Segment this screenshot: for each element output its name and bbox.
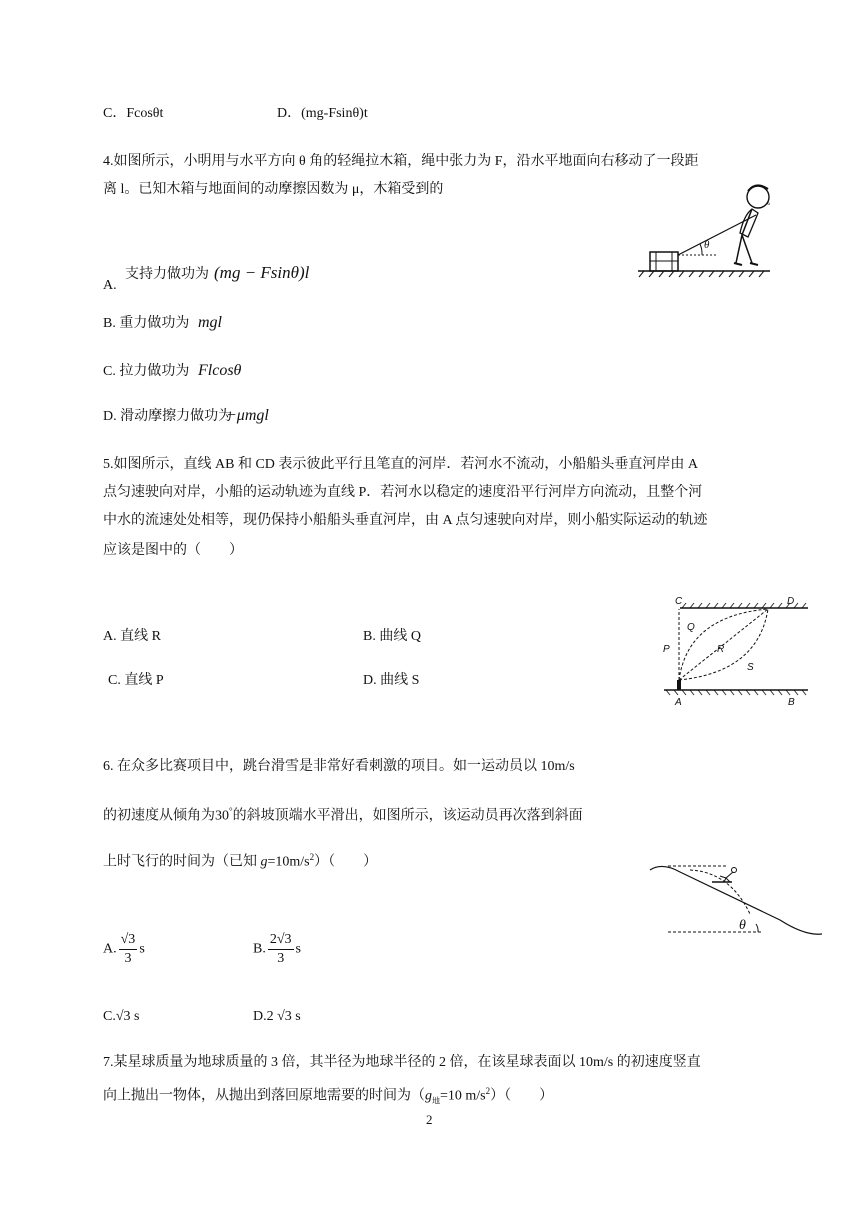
q5-stem-line1: 5.如图所示，直线 AB 和 CD 表示彼此平行且笔直的河岸．若河水不流动，小船船头垂直河岸由 A — [103, 457, 699, 472]
q6-option-b-numerator: 2√3 — [268, 931, 294, 950]
q6-stem-line3-c: ）（ ） — [314, 854, 378, 870]
q7-stem-line2-a: 向上抛出一物体，从抛出到落回原地需要的时间为（ — [103, 1088, 425, 1104]
q6-option-a-unit: s — [139, 941, 145, 957]
q4-option-a-text: 支持力做功为 — [125, 267, 209, 282]
q5-figure-label-s: S — [747, 662, 754, 673]
q6-figure-theta-label: θ — [739, 918, 746, 933]
q5-stem-line2: 点匀速驶向对岸，小船的运动轨迹为直线 P．若河水以稳定的速度沿平行河岸方向流动，且整个河 — [103, 485, 703, 500]
q6-option-a-numerator: √3 — [119, 931, 138, 950]
q7-exponent: 2 — [485, 1086, 491, 1096]
q4-stem-line1: 4.如图所示，小明用与水平方向 θ 角的轻绳拉木箱，绳中张力为 F，沿水平地面向右移动了一段距 — [103, 154, 699, 169]
q5-figure-label-q: Q — [687, 622, 695, 633]
page-number: 2 — [426, 1112, 433, 1127]
q4-option-c-text: C. 拉力做功为 — [103, 364, 190, 379]
q6-stem-line3-a: 上时飞行的时间为（已知 — [103, 854, 261, 870]
q4-figure — [636, 175, 772, 283]
q6-stem-line3 — [103, 847, 377, 873]
q4-figure-theta-label: θ — [704, 239, 710, 251]
q6-option-d: D.2 √3 s — [253, 1009, 301, 1024]
q5-option-b: B. 曲线 Q — [363, 629, 421, 644]
q6-stem-line2-a: 的初速度从倾角为 — [103, 808, 215, 824]
q6-angle-value: 30 — [215, 808, 229, 824]
q5-stem-line3: 中水的流速处处相等，现仍保持小船船头垂直河岸，由 A 点匀速驶向对岸，则小船实际运动的轨迹 — [103, 513, 708, 528]
svg-text:◦: ◦ — [767, 199, 771, 210]
q6-option-a — [103, 931, 145, 968]
q6-stem-line1: 6. 在众多比赛项目中，跳台滑雪是非常好看刺激的项目。如一运动员以 10m/s — [103, 759, 575, 774]
q5-figure-label-p: P — [663, 644, 670, 655]
q6-option-b-label: B. — [253, 941, 266, 957]
q7-g-symbol: g — [425, 1088, 432, 1104]
q4-stem-line2: 离 l。已知木箱与地面间的动摩擦因数为 μ，木箱受到的 — [103, 182, 444, 197]
q4-option-c-math: Flcosθ — [198, 362, 242, 379]
q6-degree-mark: ° — [229, 806, 233, 816]
q4-option-b-math: mgl — [198, 314, 222, 331]
q7-stem-line2-b: =10 m/s — [440, 1088, 486, 1104]
q5-figure-label-r: R — [717, 644, 725, 655]
q6-stem-line2 — [103, 801, 583, 827]
q6-option-a-fraction — [119, 931, 138, 968]
q7-stem-line1: 7.某星球质量为地球质量的 3 倍，其半径为地球半径的 2 倍，在该星球表面以 10m/s 的初速度竖直 — [103, 1055, 701, 1070]
q6-exponent: 2 — [309, 852, 315, 862]
q4-option-a-math: (mg − Fsinθ)l — [214, 263, 310, 282]
q4-option-d-text: D. 滑动摩擦力做功为 — [103, 409, 233, 424]
q6-figure — [640, 858, 826, 948]
q5-option-a: A. 直线 R — [103, 629, 161, 644]
q7-stem-line2-c: ）（ ） — [490, 1088, 554, 1104]
q3-option-d: D．(mg-Fsinθ)t — [277, 106, 368, 121]
q6-option-a-label: A. — [103, 941, 117, 957]
q5-figure-label-d: D — [787, 596, 795, 607]
q3-option-c: C．Fcosθt — [103, 106, 164, 121]
q6-stem-line2-b: 的斜坡顶端水平滑出，如图所示，该运动员再次落到斜面 — [232, 808, 583, 824]
q5-figure-label-c: C — [675, 596, 683, 607]
q7-g-subscript: 地 — [432, 1096, 440, 1106]
q6-option-a-denominator: 3 — [124, 951, 132, 966]
q6-option-b-fraction — [268, 931, 294, 968]
q4-option-b-text: B. 重力做功为 — [103, 316, 190, 331]
q6-g-symbol: g — [260, 854, 268, 870]
q6-option-b-denominator: 3 — [277, 951, 285, 966]
q6-option-c: C.√3 s — [103, 1009, 140, 1024]
q5-figure-label-a: A — [675, 697, 682, 708]
q5-option-c: C. 直线 P — [108, 673, 164, 688]
q7-stem-line2 — [103, 1081, 553, 1111]
q5-option-d: D. 曲线 S — [363, 673, 420, 688]
q6-stem-line3-b: =10m/s — [267, 854, 310, 870]
q6-option-b-unit: s — [295, 941, 301, 957]
q6-option-b — [253, 931, 301, 968]
q4-option-a-label: A. — [103, 278, 117, 293]
q5-figure-label-b: B — [788, 697, 795, 708]
q5-stem-line4: 应该是图中的（ ） — [103, 543, 243, 558]
q4-option-d-math: −μmgl — [226, 407, 269, 424]
